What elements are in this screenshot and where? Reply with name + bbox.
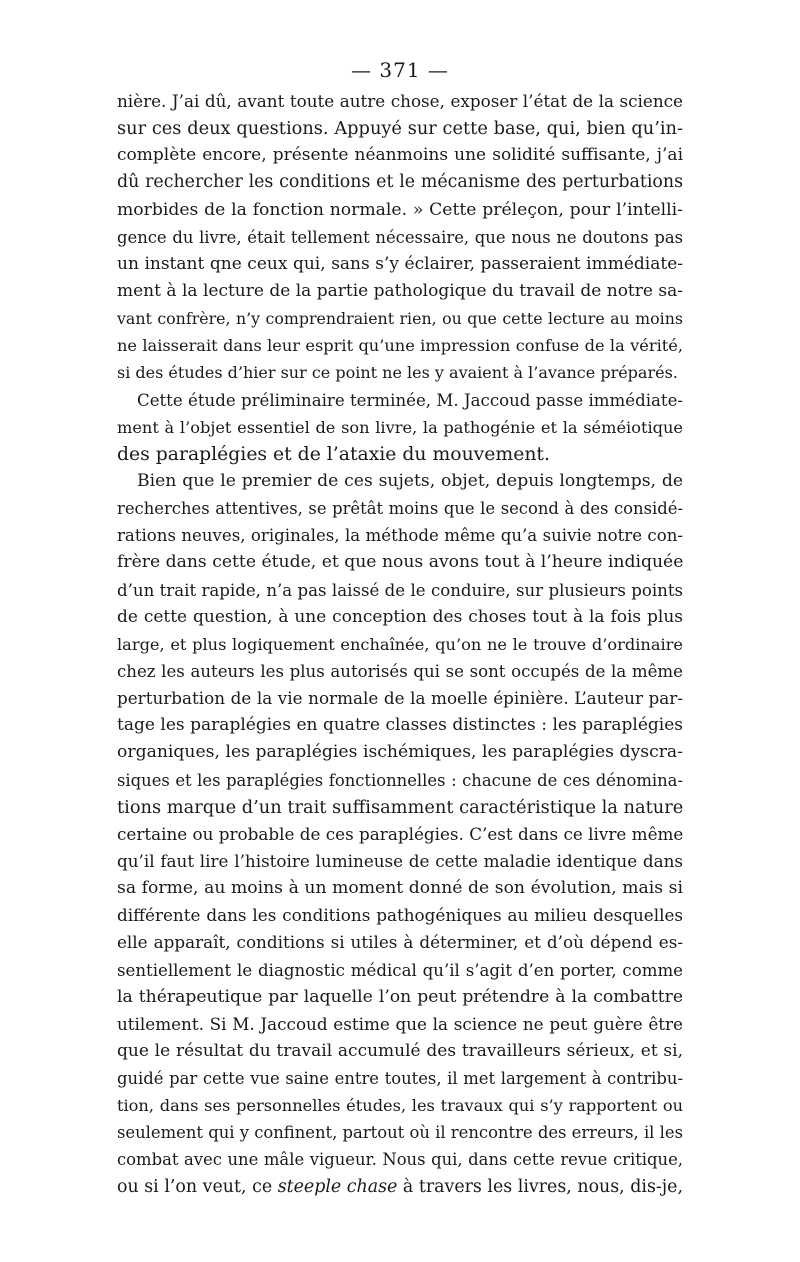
text-line: tage les paraplégies en quatre classes distinctes : les paraplégies [117, 715, 683, 736]
text-line: seulement qui y confinent, partout où il rencontre des erreurs, il les [117, 1123, 683, 1143]
text-line: sentiellement le diagnostic médical qu’il s’agit d’en porter, comme [117, 960, 683, 980]
text-line: dû rechercher les conditions et le mécanisme des perturbations [117, 172, 683, 193]
text-line: des paraplégies et de l’ataxie du mouvement. [117, 443, 550, 465]
text-line: large, et plus logiquement enchaînée, qu’on ne le trouve d’ordinaire [117, 634, 683, 654]
text-line: guidé par cette vue saine entre toutes, il met largement à contribu- [117, 1069, 683, 1089]
italic-term: steeple chase [277, 1176, 398, 1197]
text-line: d’un trait rapide, n’a pas laissé de le conduire, sur plusieurs points [117, 580, 683, 600]
text-line: que le résultat du travail accumulé des travailleurs sérieux, et si, [117, 1040, 683, 1061]
text-line: certaine ou probable de ces paraplégies. C’est dans ce livre même [117, 823, 683, 844]
text-line: tion, dans ses personnelles études, les travaux qui s’y rapportent ou [117, 1096, 683, 1116]
text-segment: ou si l’on veut, ce [117, 1176, 278, 1197]
body-text [117, 88, 683, 1201]
text-line: morbides de la fonction normale. » Cette préleçon, pour l’intelli- [117, 199, 683, 220]
page-number: — 371 — [351, 58, 449, 82]
text-line: elle apparaît, conditions si utiles à déterminer, et d’où dépend es- [117, 932, 683, 953]
text-line: siques et les paraplégies fonctionnelles : chacune de ces dénomina- [117, 770, 683, 790]
text-line: Cette étude préliminaire terminée, M. Jaccoud passe immédiate- [137, 390, 683, 410]
text-line: ment à l’objet essentiel de son livre, la pathogénie et la séméiotique [117, 417, 683, 437]
text-line: gence du livre, était tellement nécessaire, que nous ne doutons pas [117, 227, 683, 247]
text-line: organiques, les paraplégies ischémiques, les paraplégies dyscra- [117, 742, 683, 763]
text-line: nière. J’ai dû, avant toute autre chose, exposer l’état de la science [117, 91, 683, 111]
text-line: Bien que le premier de ces sujets, objet, depuis longtemps, de [137, 470, 683, 491]
text-line: différente dans les conditions pathogéniques au milieu desquelles [117, 905, 683, 926]
text-line: de cette question, à une conception des choses tout à la fois plus [117, 606, 683, 627]
text-line: frère dans cette étude, et que nous avons tout à l’heure indiquée [117, 552, 683, 573]
text-line: combat avec une mâle vigueur. Nous qui, dans cette revue critique, [117, 1150, 683, 1170]
text-line: la thérapeutique par laquelle l’on peut prétendre à la combattre [117, 986, 683, 1007]
text-line: ne laisserait dans leur esprit qu’une impression confuse de la vérité, [117, 336, 683, 356]
text-line: si des études d’hier sur ce point ne les y avaient à l’avance préparés. [117, 363, 678, 383]
text-line: rations neuves, originales, la méthode même qu’a suivie notre con- [117, 526, 683, 546]
text-line: un instant qne ceux qui, sans s’y éclairer, passeraient immédiate- [117, 253, 683, 274]
text-line: tions marque d’un trait suffisamment caractéristique la nature [117, 796, 683, 818]
text-line: chez les auteurs les plus autorisés qui se sont occupés de la même [117, 661, 683, 681]
text-line: ment à la lecture de la partie pathologique du travail de notre sa- [117, 280, 683, 301]
text-segment: à travers les livres, nous, dis-je, [397, 1176, 683, 1197]
text-line: vant confrère, n’y comprendraient rien, ou que cette lecture au moins [117, 309, 683, 329]
text-line: qu’il faut lire l’histoire lumineuse de cette maladie identique dans [117, 850, 683, 871]
text-line: sa forme, au moins à un moment donné de son évolution, mais si [117, 878, 683, 899]
text-line: complète encore, présente néanmoins une solidité suffisante, j’ai [117, 145, 683, 166]
text-line-final [117, 1174, 683, 1201]
text-line: sur ces deux questions. Appuyé sur cette base, qui, bien qu’in- [117, 118, 683, 140]
text-line: utilement. Si M. Jaccoud estime que la science ne peut guère être [117, 1013, 683, 1034]
text-line: recherches attentives, se prêtât moins que le second à des considé- [117, 499, 683, 519]
text-line: perturbation de la vie normale de la moelle épinière. L’auteur par- [117, 688, 683, 709]
